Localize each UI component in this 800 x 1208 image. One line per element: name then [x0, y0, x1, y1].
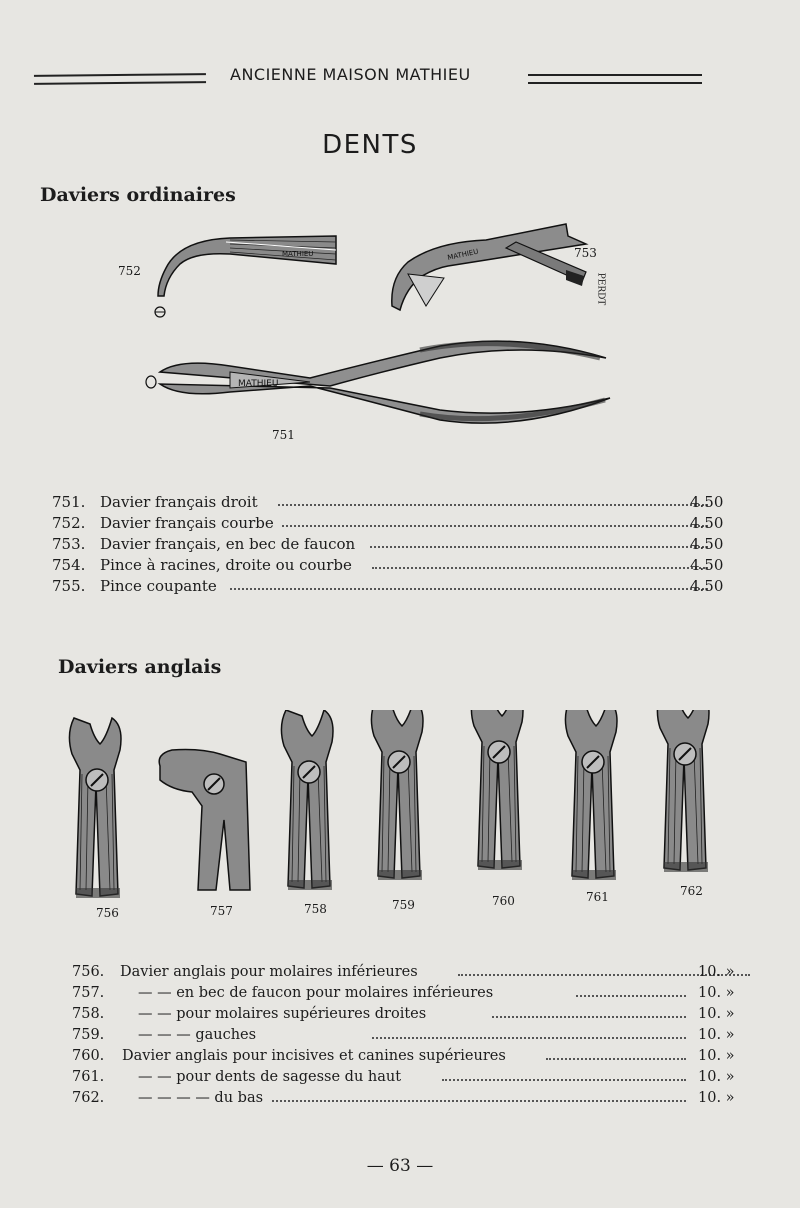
fig751-brand: MATHIEU: [238, 379, 279, 389]
list-item: 754. Pince à racines, droite ou courbe 4.50: [52, 556, 724, 574]
price-list-anglais: [72, 962, 762, 1109]
forceps-752-illustration: [150, 228, 342, 320]
list-item: 752. Davier français courbe 4.50: [52, 514, 724, 532]
page-title: DENTS: [322, 130, 418, 160]
list-item: 760. Davier anglais pour incisives et canines supérieures 10. »: [72, 1048, 735, 1064]
fig753-number: 753: [574, 246, 597, 260]
list-item: 751. Davier français droit 4.50: [52, 493, 724, 511]
list-item: 756. Davier anglais pour molaires inférieures 10. »: [72, 962, 762, 983]
forceps-751-illustration: [140, 328, 615, 438]
list-item: 759. — — — gauches 10. »: [72, 1027, 735, 1043]
engraver-signature: PERDT: [595, 272, 606, 306]
fig759-number: 759: [392, 898, 415, 912]
running-header: [34, 62, 702, 92]
fig757-number: 757: [210, 904, 233, 918]
price-list-ordinaires: [52, 492, 732, 597]
fig756-number: 756: [96, 906, 119, 920]
fig752-number: 752: [118, 264, 141, 278]
header-rule-right: [528, 74, 702, 84]
fig751-number: 751: [272, 428, 295, 442]
fig758-number: 758: [304, 902, 327, 916]
header-rule-left: [34, 73, 206, 85]
fig761-number: 761: [586, 890, 609, 904]
list-item: 755. Pince coupante 4.50: [52, 577, 724, 595]
fig752-brand: MATHIEU: [282, 250, 314, 258]
forceps-753-illustration: [386, 218, 596, 318]
forceps-anglais-illustrations: [60, 710, 740, 910]
list-item: 758. — — pour molaires supérieures droites 10. »: [72, 1006, 735, 1022]
section-heading-anglais: Daviers anglais: [58, 656, 222, 678]
list-item: 762. — — — — du bas 10. »: [72, 1090, 735, 1106]
page-number: — 63 —: [366, 1156, 434, 1176]
fig760-number: 760: [492, 894, 515, 908]
list-item: 753. Davier français, en bec de faucon 4.50: [52, 535, 724, 553]
list-item: 757. — — en bec de faucon pour molaires inférieures 10. »: [72, 985, 735, 1001]
list-item: 761. — — pour dents de sagesse du haut 10. »: [72, 1069, 735, 1085]
fig753-brand: MATHIEU: [446, 247, 480, 262]
section-heading-ordinaires: Daviers ordinaires: [40, 184, 236, 206]
fig762-number: 762: [680, 884, 703, 898]
header-title: ANCIENNE MAISON MATHIEU: [230, 65, 471, 84]
